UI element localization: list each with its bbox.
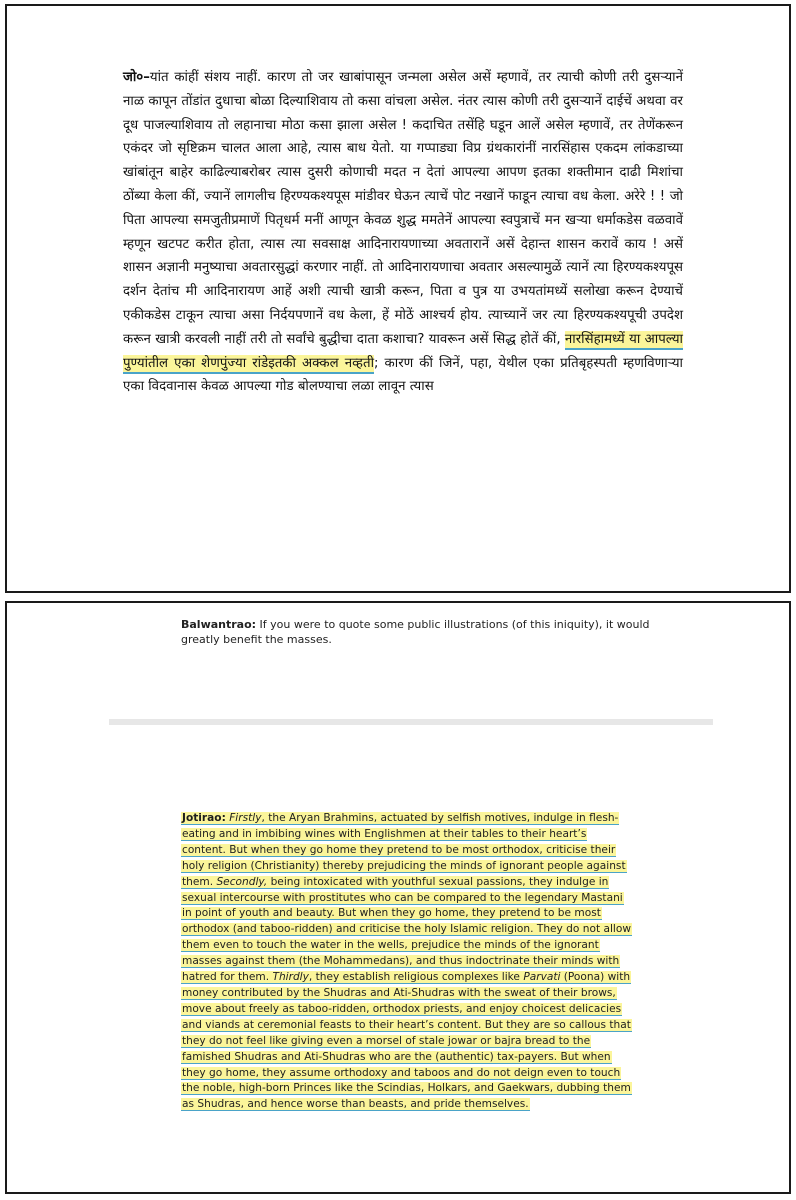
marathi-text-part2: ; कारण कीं जिनें, पहा, येथील एका प्रतिबृहस्पती म्हणविणाऱ्या एका विदवानास केवळ आपल्या गोड बोलण्याचा लळा लावून त्यास — [123, 355, 684, 395]
jotirao-text-segment: (Poona) with money contributed by the Shudras and Ati-Shudras with the sweat of their brows, move about freely as taboo-ridden, orthodox priests, and enjoy choicest delicacies and viands at ceremonial feasts to their heart’s content. But they are so callous that they do not feel like giving even a morsel of stale jowar or bajra bread to the famished Shudras and Ati-Shudras who are the (authentic) tax-payers. But when they go home, they assume orthodoxy and taboos and do not deign even to touch the noble, high-born Princes like the Scindias, Holkars, and Gaekwars, dubbing them as Shudras, and hence worse than beasts, and pride themselves. — [182, 971, 631, 1111]
jotirao-text-italic: Secondly, — [216, 875, 268, 888]
balwantrao-text: If you were to quote some public illustrations (of this iniquity), it would greatly benefit the masses. — [181, 618, 650, 646]
marathi-text-part1: यांत कांहीं संशय नाहीं. कारण तो जर खाबांपासून जन्मला असेल असें म्हणावें, तर त्याची कोणी तरी दुसऱ्यानें नाळ कापून तोंडांत दुधाचा बोळा दिल्याशिवाय तो कसा वांचला असेल. नंतर त्यास कोणी तरी दुसऱ्यानें दाईचें अथवा वर दूध पाजल्याशिवाय तो लहानाचा मोठा कसा झाला असेल ! कदाचित तसेंहि घडून आलें असेल म्हणावें, तर तेणेंकरून एकंदर जो सृष्टिक्रम चालत आला आहे, त्यास बाध येतो. या गप्पाड्या विप्र ग्रंथकारांनीं नारसिंहास एकदम लांकडाच्या खांबांतून बाहेर काढिल्याबरोबर त्यास दुसरी कोणाची मदत न देतां आपल्या आपण इतका शक्तीमान दाढी मिशांचा ठोंब्या केला कीं, ज्यानें लागलीच हिरण्यकश्यपूस मांडीवर घेऊन त्याचें पोट नखानें फाडून त्याचा वध केला. अरेरे ! ! जो पिता आपल्या समजुतीप्रमाणें पितृधर्म मनीं आणून केवळ शुद्ध ममतेनें आपल्या स्वपुत्राचें मन खऱ्या धर्माकडेस वळवावें म्हणून खटपट करीत होता, त्यास त्या सवसाक्ष आदिनारायणाच्या अवतारानें असें देहान्त शासन करावें काय ! असें शासन अज्ञानी मनुष्याचा अवतारसुद्धां करणार नाहीं. तो आदिनारायणाचा अवतार असल्यामुळें त्यानें त्या हिरण्यकश्यपूस दर्शन देतांच मी आदिनारायण आहें अशी त्याची खात्री करून, पिता व पुत्र या उभयतांमध्यें सलोखा करून देण्याचें एकीकडेस टाकून त्याचा असा निर्दयपणानें वध केला, हें मोठें आश्चर्य होय. त्याच्यानें जर त्या हिरण्यकश्यपूची उपदेश करून खात्री करवली नाहीं तरी तो सर्वांचे बुद्धीचा दाता कशाचा? यावरून असें सिद्ध होतें कीं, — [123, 70, 683, 347]
jotirao-text-segment: being intoxicated with youthful sexual passions, they indulge in sexual intercourse with prostitutes who can be compared to the legendary Mastani in point of youth and beauty. But when they go home, they pretend to be most orthodox (and taboo-ridden) and criticise the holy Islamic religion. They do not allow them even to touch the water in the wells, prejudice the minds of the ignorant masses against them (the Mohammedans), and thus indoctrinate their minds with hatred for them. — [182, 875, 631, 984]
jotirao-highlighted-text — [181, 812, 632, 1111]
section-divider — [109, 719, 713, 725]
speaker-label-balwantrao: Balwantrao: — [181, 618, 257, 631]
jotirao-text-italic: Thirdly — [272, 971, 309, 984]
jotirao-text-italic: Firstly — [229, 812, 262, 824]
speaker-label-jotirao: Jotirao: — [182, 812, 226, 824]
speaker-label-jotirao-marathi: जो०– — [123, 70, 150, 85]
marathi-page-screenshot — [5, 4, 791, 593]
jotirao-text-italic: Parvati — [523, 971, 561, 984]
english-page-screenshot — [5, 601, 791, 1194]
marathi-paragraph — [123, 66, 683, 399]
balwantrao-paragraph — [181, 617, 651, 647]
marathi-highlighted-sentence: नारसिंहामध्यें या आपल्या पुण्यांतील एका शेणपुंज्या रांडेइतकी अक्कल नव्हती — [123, 331, 683, 374]
jotirao-paragraph — [181, 811, 633, 1113]
jotirao-text-segment: , they establish religious complexes like — [308, 971, 524, 984]
jotirao-text-segment: , the Aryan Brahmins, actuated by selfish motives, indulge in flesh-eating and in imbibing wines with Englishmen at their tables to their heart’s content. But when they go home they pretend to be most orthodox, criticise their holy religion (Christianity) thereby prejudicing the minds of ignorant people against them. — [182, 812, 626, 888]
